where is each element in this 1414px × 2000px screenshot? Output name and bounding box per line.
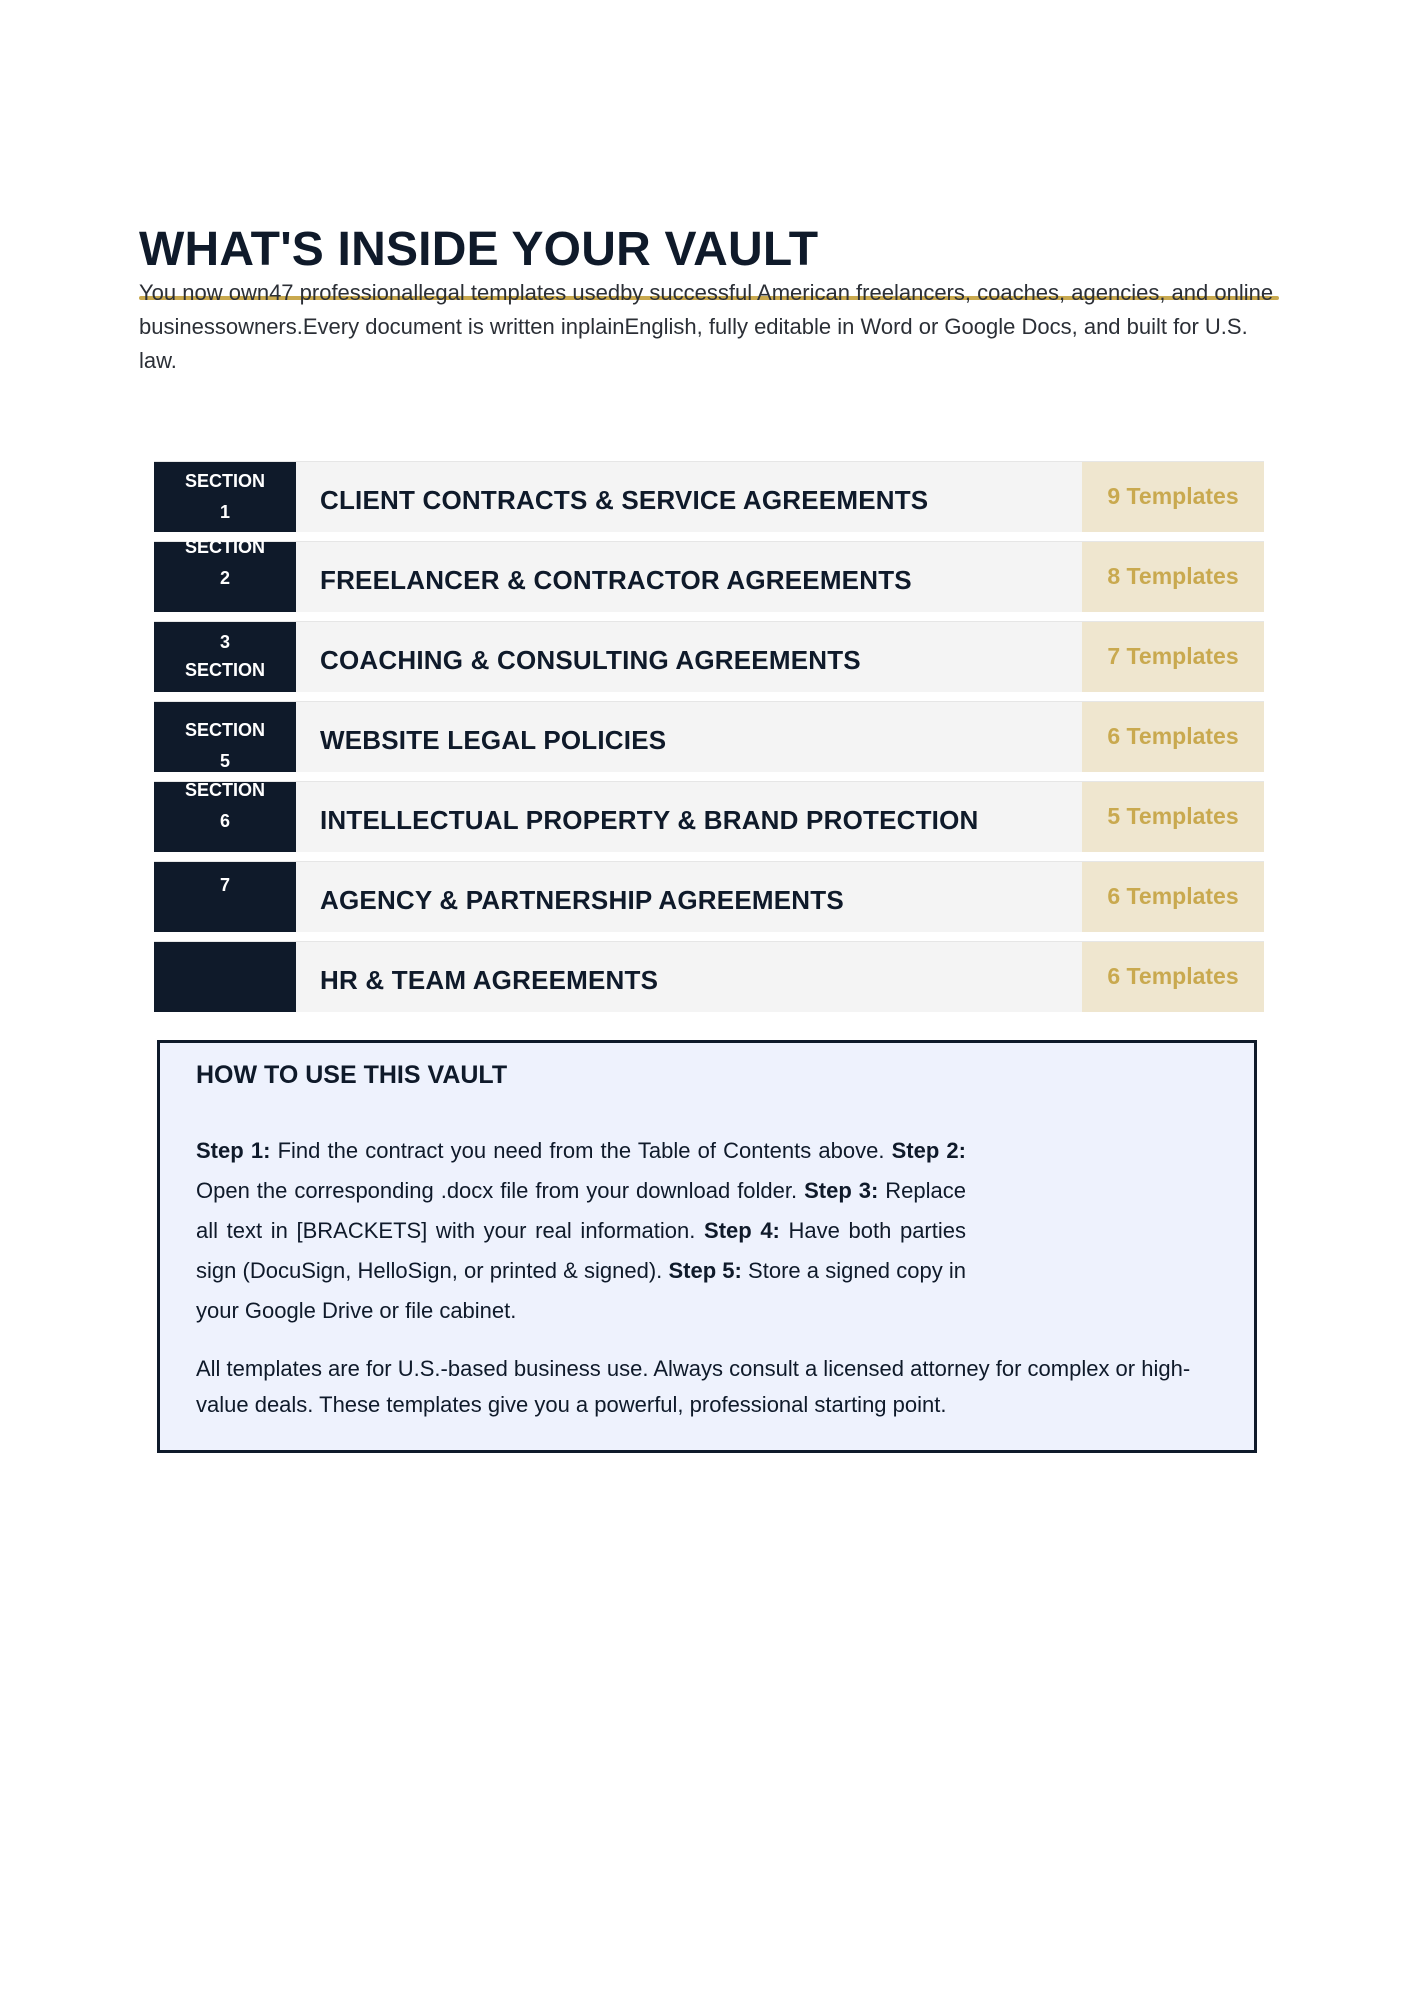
section-title: CLIENT CONTRACTS & SERVICE AGREEMENTS bbox=[320, 485, 929, 515]
section-number-cell bbox=[154, 862, 296, 932]
section-label: SECTION bbox=[184, 471, 265, 491]
step-text: Find the contract you need from the Table of Contents above. bbox=[270, 1138, 892, 1163]
section-row[interactable] bbox=[154, 621, 1264, 692]
section-title: WEBSITE LEGAL POLICIES bbox=[320, 725, 667, 755]
step-label: Step 3: bbox=[804, 1178, 879, 1203]
section-row[interactable] bbox=[154, 941, 1264, 1012]
section-number-cell bbox=[154, 537, 296, 612]
step-text: Open the corresponding .docx file from your download folder. bbox=[196, 1178, 805, 1203]
section-row[interactable] bbox=[154, 861, 1264, 932]
step-label: Step 2: bbox=[891, 1138, 966, 1163]
section-title: HR & TEAM AGREEMENTS bbox=[320, 965, 659, 995]
template-count-badge: 5 Templates bbox=[1082, 782, 1264, 852]
section-label: SECTION bbox=[184, 780, 265, 800]
step-text: Replace all text in [BRACKETS] with your real information. bbox=[196, 1178, 966, 1243]
section-row[interactable] bbox=[154, 701, 1264, 772]
section-number-cell bbox=[154, 462, 296, 532]
template-count-badge: 6 Templates bbox=[1082, 702, 1264, 772]
template-count-badge: 6 Templates bbox=[1082, 942, 1264, 1012]
intro-paragraph: You now own47 professionallegal templates usedby successful American freelancers, coaches, agencies, and online businessowners.Every document is written inplainEnglish, fully editable in Word or Google Docs, and built for U.S. law. bbox=[139, 280, 1274, 373]
section-number: 7 bbox=[219, 875, 230, 895]
step-label: Step 4: bbox=[704, 1218, 780, 1243]
how-to-title: HOW TO USE THIS VAULT bbox=[196, 1061, 508, 1089]
section-number: 6 bbox=[219, 811, 230, 831]
section-number-cell bbox=[154, 622, 296, 692]
section-number-cell bbox=[154, 782, 296, 852]
template-count-badge: 6 Templates bbox=[1082, 862, 1264, 932]
step-text: Have both parties sign (DocuSign, HelloSign, or printed & signed). bbox=[196, 1218, 966, 1283]
steps-paragraph bbox=[196, 1131, 966, 1331]
section-row[interactable] bbox=[154, 537, 1264, 612]
section-label: SECTION bbox=[184, 720, 265, 740]
how-to-use-box bbox=[157, 1040, 1257, 1453]
template-count-badge: 9 Templates bbox=[1082, 462, 1264, 532]
template-count-badge: 7 Templates bbox=[1082, 622, 1264, 692]
section-number-cell bbox=[154, 942, 296, 1012]
page-title: WHAT'S INSIDE YOUR VAULT bbox=[139, 223, 819, 276]
disclaimer-note: All templates are for U.S.-based business use. Always consult a licensed attorney for complex or high-value deals. These templates give you a powerful, professional starting point. bbox=[196, 1356, 1191, 1417]
section-number: 5 bbox=[219, 751, 230, 771]
section-label: SECTION bbox=[184, 660, 265, 680]
section-title: FREELANCER & CONTRACTOR AGREEMENTS bbox=[320, 565, 912, 595]
section-number-cell bbox=[154, 702, 296, 772]
section-row[interactable] bbox=[154, 781, 1264, 852]
step-text: Store a signed copy in your Google Drive or file cabinet. bbox=[196, 1258, 966, 1323]
section-label: SECTION bbox=[184, 537, 265, 557]
step-label: Step 5: bbox=[668, 1258, 742, 1283]
template-count-badge: 8 Templates bbox=[1082, 542, 1264, 612]
section-title: INTELLECTUAL PROPERTY & BRAND PROTECTION bbox=[320, 805, 979, 835]
section-title: COACHING & CONSULTING AGREEMENTS bbox=[320, 645, 861, 675]
step-label: Step 1: bbox=[196, 1138, 271, 1163]
section-row[interactable] bbox=[154, 461, 1264, 532]
section-number: 2 bbox=[219, 568, 230, 588]
section-number: 1 bbox=[219, 502, 230, 522]
section-number: 3 bbox=[219, 632, 230, 652]
section-title: AGENCY & PARTNERSHIP AGREEMENTS bbox=[320, 885, 844, 915]
